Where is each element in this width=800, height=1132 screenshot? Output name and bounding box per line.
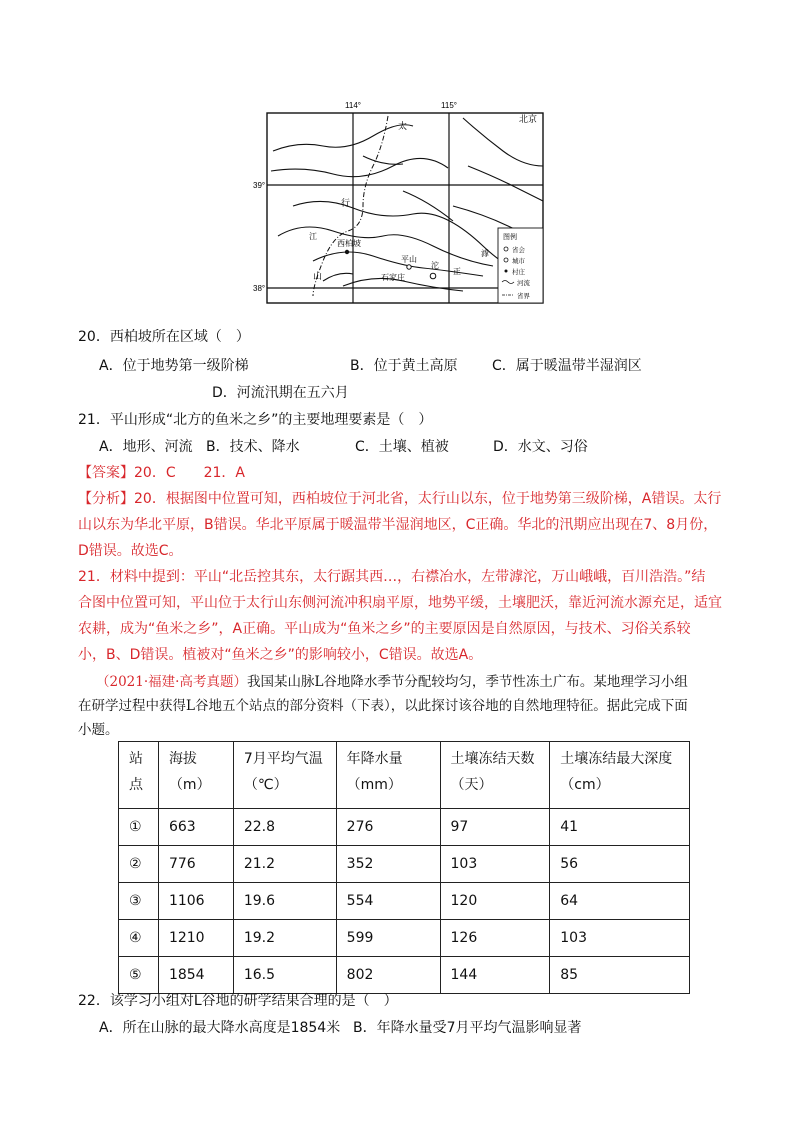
cell-altitude: 1854: [158, 957, 233, 994]
header-july-temp: 7月平均气温 （℃）: [233, 742, 336, 809]
legend-title: 图例: [503, 233, 517, 241]
q21-option-d: D．水文、习俗: [493, 439, 588, 455]
legend-city-icon: [504, 258, 508, 262]
cell-precip: 352: [336, 846, 440, 883]
label-jiang: 江: [309, 232, 317, 241]
cell-frozen-depth: 41: [550, 809, 690, 846]
cell-frozen-depth: 103: [550, 920, 690, 957]
label-tuo: 沱: [431, 261, 439, 270]
cell-station: ③: [119, 883, 159, 920]
header-frozen-days: 土壤冻结天数 （天）: [440, 742, 550, 809]
legend-item-river: 河流: [517, 279, 530, 287]
label-shan: 山: [313, 272, 323, 282]
analysis-line-2: 山以东为华北平原，B错误。华北平原属于暖温带半湿润地区，C正确。华北的汛期应出现在7、8月份，: [78, 517, 718, 533]
legend-item-village: 村庄: [512, 268, 525, 276]
cell-altitude: 1106: [158, 883, 233, 920]
label-xibaipo: 西柏坡: [337, 239, 361, 248]
cell-altitude: 1210: [158, 920, 233, 957]
label-beijing: 北京: [519, 115, 538, 125]
cell-precip: 554: [336, 883, 440, 920]
q21-option-b: B．技术、降水: [206, 439, 300, 455]
q22-option-b: B．年降水量受7月平均气温影响显著: [353, 1020, 582, 1036]
lat-label-39: 39°: [253, 181, 266, 190]
table-row: [119, 809, 690, 846]
header-frozen-depth: 土壤冻结最大深度 （cm）: [550, 742, 690, 809]
pingshan-marker: [407, 265, 411, 269]
q21-option-c: C．土壤、植被: [355, 439, 449, 455]
label-xing: 行: [341, 199, 351, 209]
q22-stem: 22．该学习小组对L谷地的研学结果合理的是（ ）: [78, 993, 398, 1009]
cell-precip: 276: [336, 809, 440, 846]
legend-capital-icon: [504, 247, 508, 251]
cell-precip: 802: [336, 957, 440, 994]
cell-frozen-days: 144: [440, 957, 550, 994]
cell-frozen-depth: 85: [550, 957, 690, 994]
map-figure: [253, 96, 559, 308]
cell-frozen-depth: 64: [550, 883, 690, 920]
lat-label-38: 38°: [253, 284, 266, 293]
xibaipo-marker: [345, 250, 349, 254]
analysis-line-7: 小，B、D错误。植被对“鱼米之乡”的影响较小，C错误。故选A。: [78, 647, 483, 663]
q20-option-c: C．属于暖温带半湿润区: [492, 358, 642, 374]
lon-label-115: 115°: [441, 101, 457, 110]
legend-item-city: 城市: [512, 257, 525, 265]
analysis-line-5: 合图中位置可知，平山位于太行山东侧河流冲积扇平原，地势平缓，土壤肥沃，靠近河流水源充足，适宜: [78, 595, 722, 611]
legend-item-border: 省界: [517, 292, 530, 300]
cell-frozen-depth: 56: [550, 846, 690, 883]
map-legend: [498, 228, 543, 303]
q21-option-a: A．地形、河流: [99, 439, 193, 455]
label-pingshan: 平山: [401, 255, 417, 264]
q20-option-a: A．位于地势第一级阶梯: [99, 358, 249, 374]
intro-line-3: 小题。: [78, 722, 119, 738]
intro-line-2: 在研学过程中获得L谷地五个站点的部分资料（下表），以此探讨该谷地的自然地理特征。据此完成下面: [78, 698, 688, 714]
analysis-line-4: 21．材料中提到：平山“北岳控其东，太行踞其西…，右襟冶水，左带滹沱，万山峨峨，百川浩浩。”结: [78, 569, 706, 585]
cell-station: ⑤: [119, 957, 159, 994]
cell-july-temp: 19.2: [233, 920, 336, 957]
q20-stem: 20．西柏坡所在区域（ ）: [78, 329, 250, 345]
cell-precip: 599: [336, 920, 440, 957]
header-station: 站 点: [119, 742, 159, 809]
cell-july-temp: 22.8: [233, 809, 336, 846]
cell-frozen-days: 120: [440, 883, 550, 920]
cell-station: ④: [119, 920, 159, 957]
station-table: [118, 741, 690, 994]
q20-option-d: D．河流汛期在五六月: [212, 385, 349, 401]
label-hu: 滹: [481, 249, 489, 258]
cell-frozen-days: 126: [440, 920, 550, 957]
legend-item-capital: 省会: [512, 246, 525, 254]
q21-stem: 21．平山形成“北方的鱼米之乡”的主要地理要素是（ ）: [78, 412, 433, 428]
table-row: [119, 957, 690, 994]
cell-frozen-days: 97: [440, 809, 550, 846]
cell-july-temp: 16.5: [233, 957, 336, 994]
cell-frozen-days: 103: [440, 846, 550, 883]
map-svg: [253, 96, 559, 308]
cell-july-temp: 21.2: [233, 846, 336, 883]
cell-altitude: 663: [158, 809, 233, 846]
label-zheng: 正: [453, 267, 461, 276]
analysis-line-1: 【分析】20．根据图中位置可知，西柏坡位于河北省，太行山以东，位于地势第三级阶梯，A错误。太行: [78, 491, 722, 507]
header-altitude: 海拔 （m）: [158, 742, 233, 809]
answer-line: 【答案】20．C 21．A: [78, 465, 245, 481]
intro-line-1-text: 我国某山脉L谷地降水季节分配较均匀，季节性冻土广布。某地理学习小组: [246, 674, 688, 690]
cell-station: ①: [119, 809, 159, 846]
legend-village-icon: [505, 270, 508, 273]
table-row: [119, 883, 690, 920]
q22-option-a: A．所在山脉的最大降水高度是1854米: [99, 1020, 341, 1036]
cell-altitude: 776: [158, 846, 233, 883]
analysis-line-3: D错误。故选C。: [78, 543, 183, 559]
table-row: [119, 846, 690, 883]
intro-line-1: [96, 670, 688, 690]
table-row: [119, 920, 690, 957]
shijiazhuang-marker: [430, 273, 436, 279]
analysis-line-6: 农耕，成为“鱼米之乡”，A正确。平山成为“鱼米之乡”的主要原因是自然原因，与技术、习俗关系较: [78, 621, 691, 637]
intro-source: （2021·福建·高考真题）: [96, 674, 247, 690]
cell-station: ②: [119, 846, 159, 883]
label-tai: 太: [398, 122, 408, 132]
q20-option-b: B．位于黄土高原: [350, 358, 458, 374]
province-border: [313, 116, 388, 296]
table-header-row: [119, 742, 690, 809]
header-precip: 年降水量 （mm）: [336, 742, 440, 809]
label-shijiazhuang: 石家庄: [381, 273, 405, 282]
cell-july-temp: 19.6: [233, 883, 336, 920]
lon-label-114: 114°: [345, 101, 361, 110]
